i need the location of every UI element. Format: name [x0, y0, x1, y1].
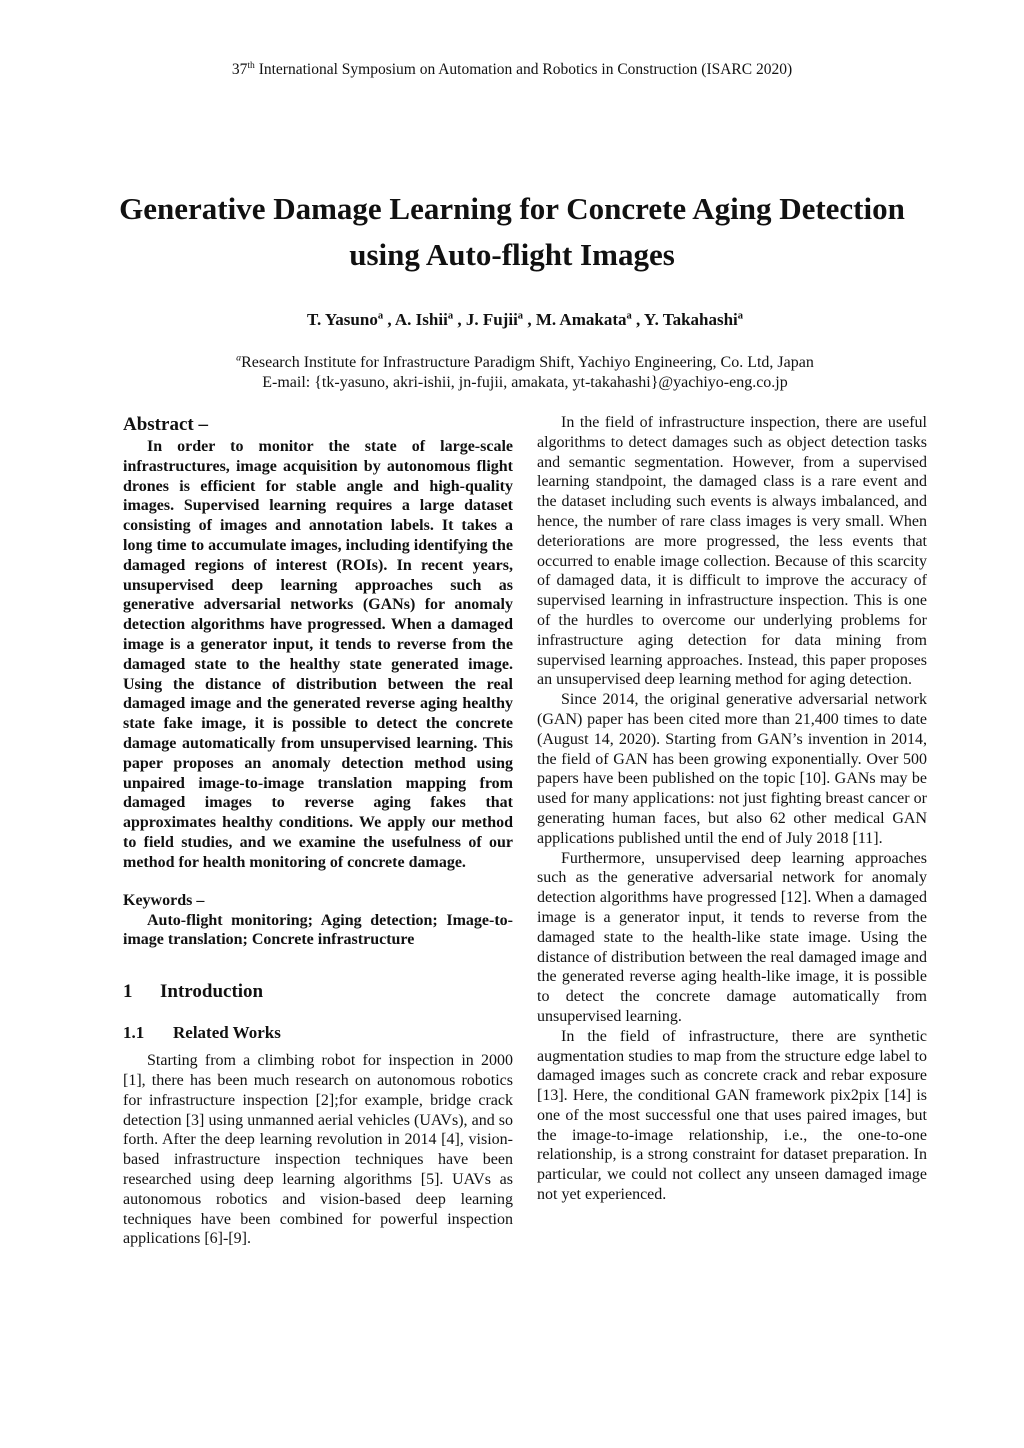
right-column [537, 413, 927, 1205]
body-paragraph: Starting from a climbing robot for inspection in 2000 [1], there has been much research on autonomous robotics for infrastructure inspection [2];for example, bridge crack detection [3] using unmanned aerial vehicles (UAVs), and so forth. After the deep learning revolution in 2014 [4], vision-based infrastructure inspection techniques have been researched using deep learning algorithms [5]. UAVs as autonomous robotics and vision-based deep learning techniques have been combined for powerful inspection applications [6]-[9]. [123, 1052, 513, 1248]
affiliation-line [0, 353, 1024, 373]
body-paragraph: Since 2014, the original generative adversarial network (GAN) paper has been cited more than 21,400 times to date (August 14, 2020). Starting from GAN’s invention in 2014, the field of GAN has been growing exponentially. Over 500 papers have been published on the topic [10]. GANs may be used for many applications: not just fighting breast cancer or generating human faces, but also 62 other medical GAN applications published until the end of July 2018 [11]. [537, 691, 927, 847]
abstract-heading: Abstract – [123, 414, 208, 435]
affiliation-text: Research Institute for Infrastructure Paradigm Shift, Yachiyo Engineering, Co. Ltd, Japan [241, 354, 814, 371]
affiliation-block [0, 353, 1024, 393]
header-superscript: th [247, 59, 255, 71]
paper-title: Generative Damage Learning for Concrete Aging Detection using Auto-flight Images [119, 191, 905, 272]
body-paragraph: In the field of infrastructure, there are synthetic augmentation studies to map from the structure edge label to damaged images such as concrete crack and rebar exposure [13]. Here, the conditional GAN framework pix2pix [14] is one of the most successful one that uses paired images, but the image-to-image relationship, i.e., the one-to-one relationship, is a strong constraint for dataset preparation. In particular, we could not collect any unseen damaged image not yet experienced. [537, 1027, 927, 1204]
affiliation-mark: a [236, 352, 242, 364]
section-title: Introduction [160, 981, 264, 1003]
abstract-text: In order to monitor the state of large-scale infrastructures, image acquisition by autonomous flight drones is efficient for stable angle and high-quality images. Supervised learning requires a large dataset consisting of images and annotation labels. It takes a long time to accumulate images, including identifying the damaged regions of interest (ROIs). In recent years, unsupervised deep learning approaches such as generative adversarial networks (GANs) for anomaly detection algorithms have progressed. When a damaged image is a generator input, it tends to reverse from the damaged state to the healthy state generated image. Using the distance of distribution between the real damaged image and the generated reverse aging healthy state fake image, it is possible to detect the concrete damage automatically from unsupervised learning. This paper proposes an anomaly detection method using unpaired image-to-image translation mapping from damaged images to reverse aging fakes that approximates healthy conditions. We apply our method to field studies, and we examine the usefulness of our method for health monitoring of concrete damage. [123, 438, 513, 871]
author-name: A. Ishii [394, 310, 448, 329]
subsection-title: Related Works [173, 1023, 281, 1043]
author-list: T. Yasuno$^a$ , A. Ishii$^a$ , J. Fujii$^a$ , M. Amakata$^a$ , Y. Takahashi$^a$ [306, 310, 744, 329]
subsection-heading [123, 1022, 513, 1044]
author-affiliation-mark: a [737, 310, 744, 322]
author-name: J. Fujii [465, 310, 518, 329]
author-affiliation-mark: a [517, 310, 524, 322]
author-affiliation-mark: a [626, 310, 632, 322]
section-number: 1 [123, 981, 133, 1003]
keywords-heading: Keywords – [123, 891, 205, 909]
author-affiliation-mark: a [447, 310, 454, 322]
subsection-number: 1.1 [123, 1023, 145, 1043]
author-name: Y. Takahashi [643, 310, 738, 329]
running-header [0, 60, 1024, 80]
header-text: International Symposium on Automation and Robotics in Construction (ISARC 2020) [254, 61, 793, 78]
author-affiliation-mark: a [377, 310, 384, 322]
author-name: T. Yasuno [306, 310, 378, 329]
body-paragraph: Furthermore, unsupervised deep learning approaches such as the generative adversarial network for anomaly detection algorithms have progressed [12]. When a damaged image is a generator input, it tends to reverse from the damaged state to the health-like state image. Using the distance of distribution between the real damaged image and the generated reverse aging health-like image, it is possible to detect the concrete damage automatically from unsupervised learning. [537, 849, 927, 1025]
keywords-text: Auto-flight monitoring; Aging detection; Image-to-image translation; Concrete infrastructure [123, 911, 513, 949]
body-paragraph: In the field of infrastructure inspection, there are useful algorithms to detect damages such as object detection tasks and semantic segmentation. However, from a supervised learning standpoint, the damaged class is a rare event and the dataset including such events is always imbalanced, and hence, the number of rare class images is very small. When deteriorations are more progressed, the less events that occurred to enable image collection. Because of this scarcity of damaged data, it is difficult to improve the accuracy of supervised learning in infrastructure inspection. This is one of the hurdles to overcome our underlying problems for infrastructure aging detection for data mining from supervised learning approaches. Instead, this paper proposes an unsupervised deep learning method for aging detection. [537, 414, 927, 689]
header-prefix: 37 [231, 61, 248, 78]
email-line: E-mail: {tk-yasuno, akri-ishii, jn-fujii, amakata, yt-takahashi}@yachiyo-eng.co.jp [262, 374, 788, 391]
left-column [123, 413, 513, 1249]
author-name: M. Amakata [535, 310, 627, 329]
section-heading [123, 980, 513, 1004]
